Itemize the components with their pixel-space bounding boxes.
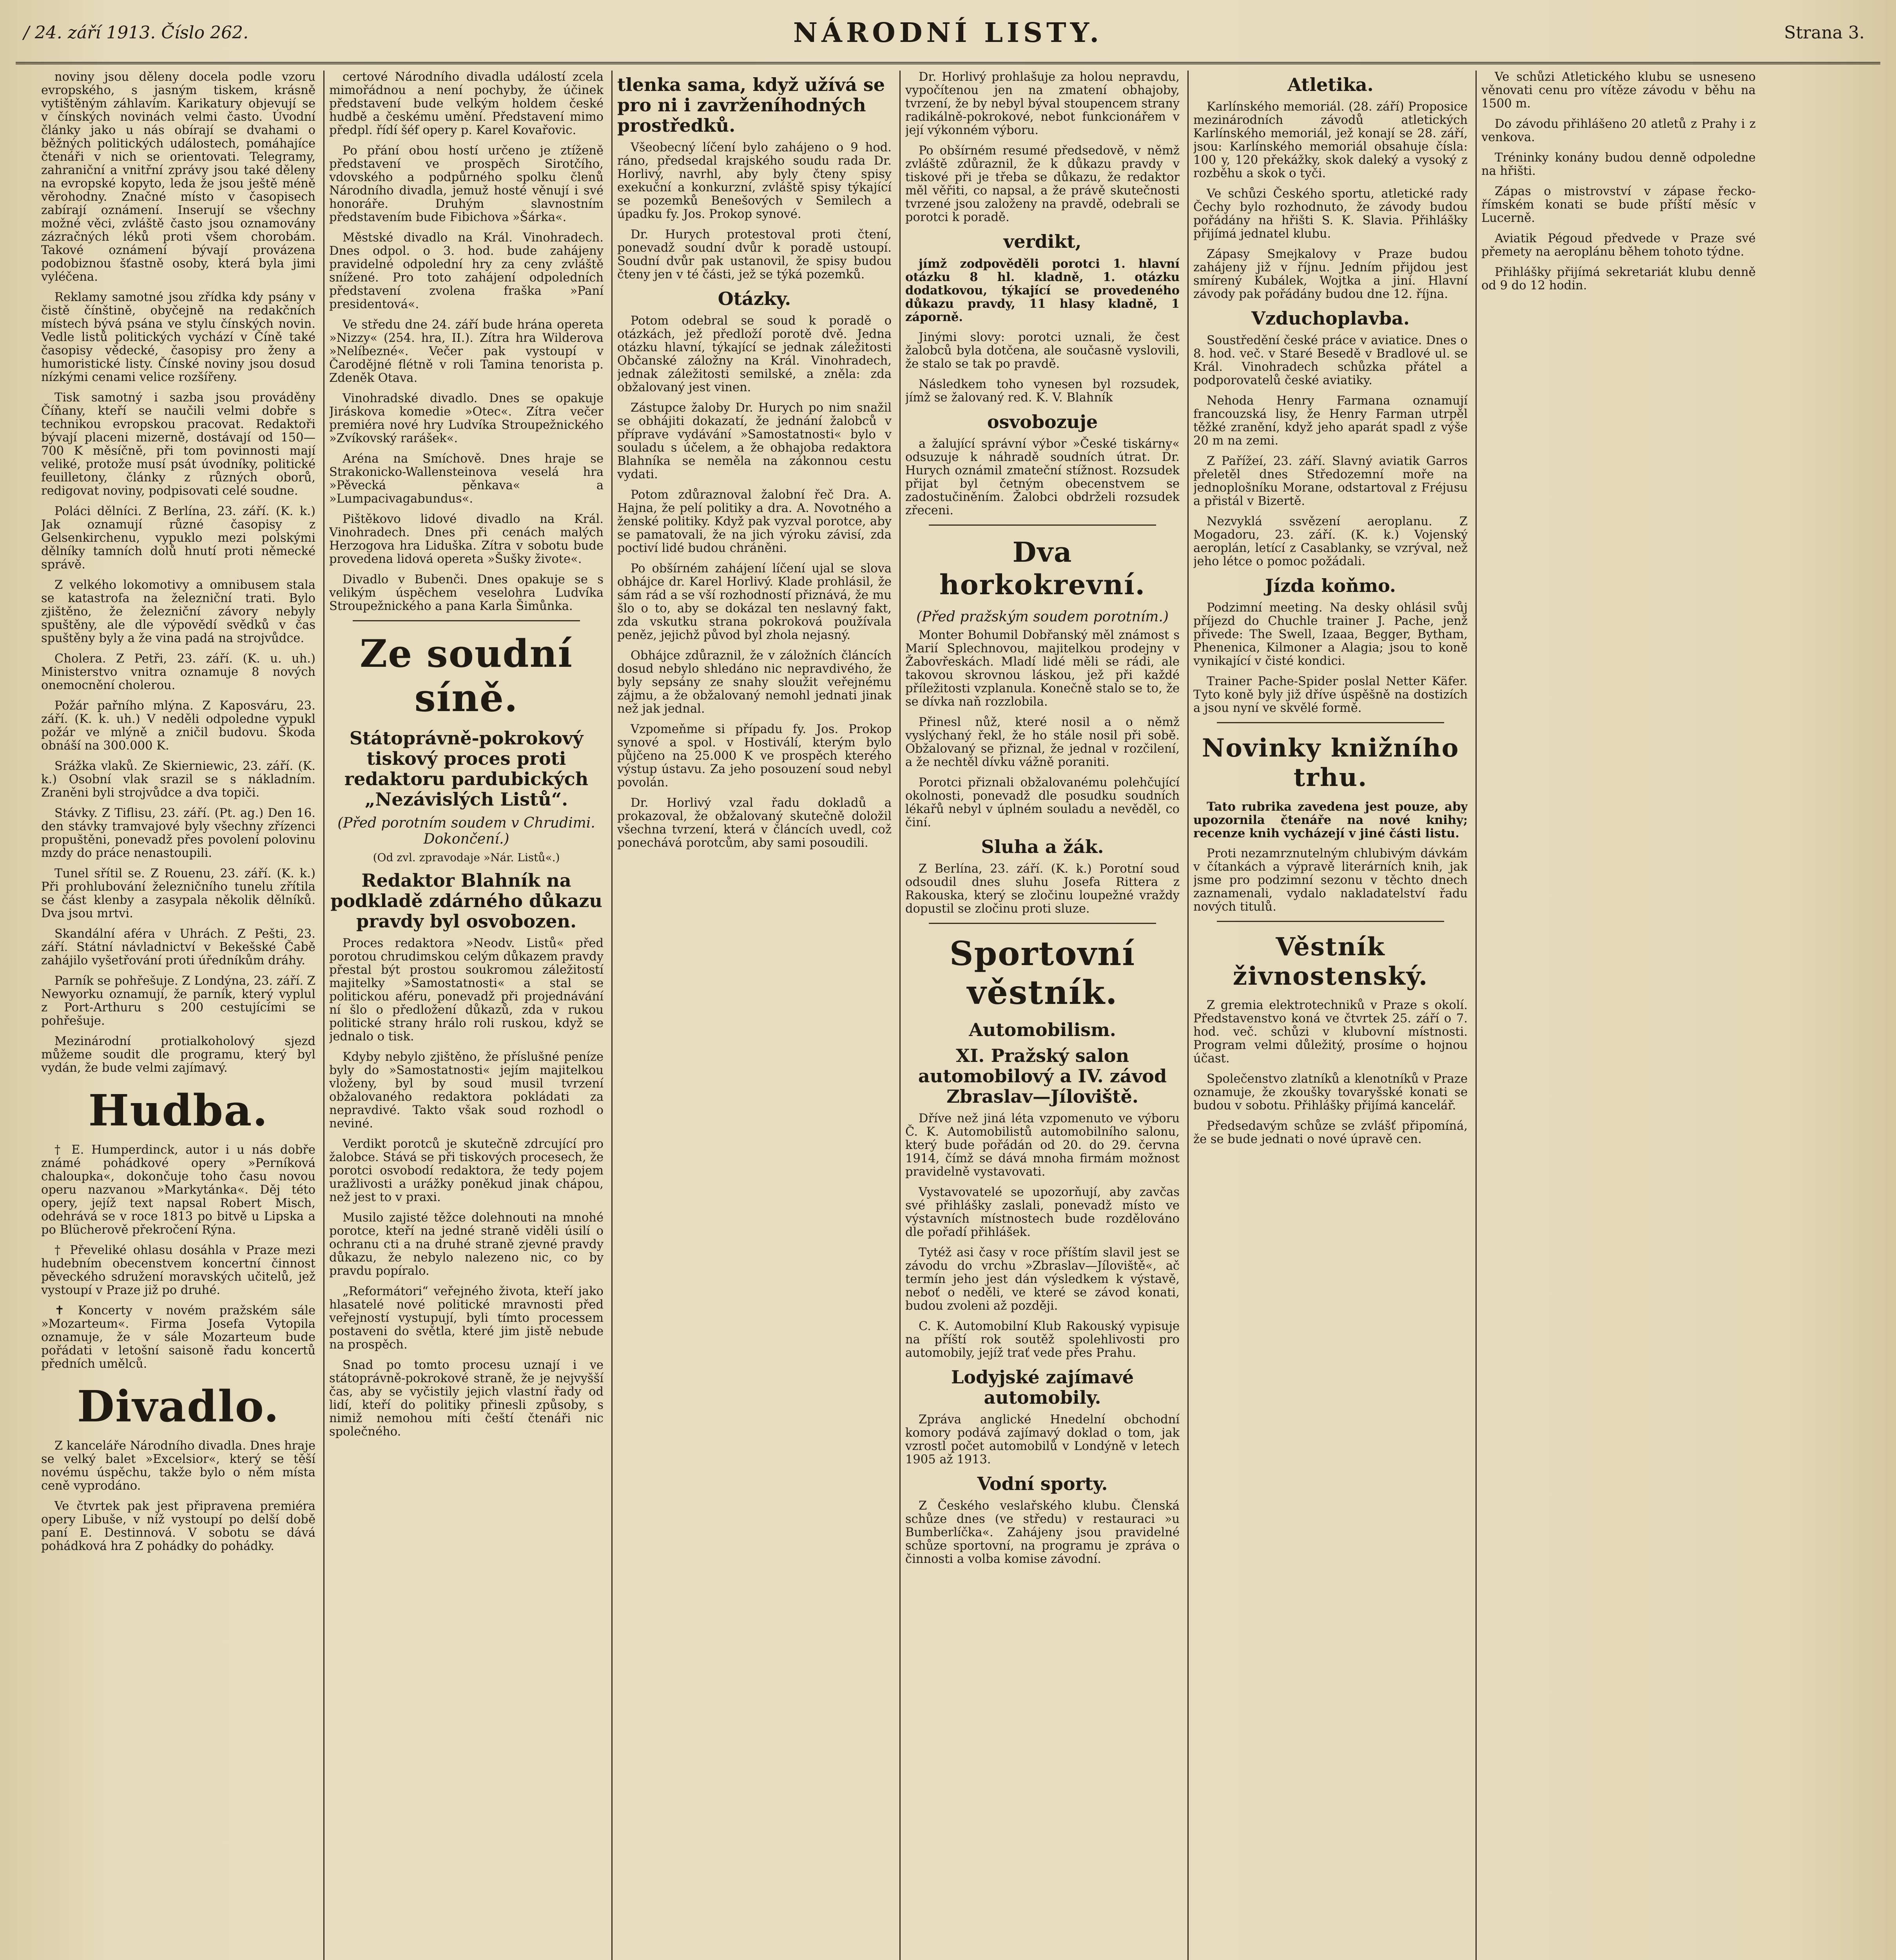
section-heading-vestnik-zivnostensky: Věstník živnostenský. <box>1233 932 1428 991</box>
article-headline-sluha-a-zak: Sluha a žák. <box>981 836 1104 857</box>
article-headline-lodyjske: Lodyjské zajímavé automobily. <box>951 1367 1134 1408</box>
article-text: Musilo zajisté těžce dolehnouti na mnohé porotce, kteří na jedné straně viděli úsilí o ochranu cti a na druhé straně zjevné pravdy důkazu, že nebylo nalezeno nic, co by pravdu popíralo. <box>329 1211 604 1278</box>
article-subheading-osvobozuje: osvobozuje <box>987 411 1098 432</box>
article-text: Dr. Hurych protestoval proti čtení, ponevadž soudní dvůr k poradě ustoupí. Soudní dvůr pak ustanovil, že spisy budou čteny jen v té části, jež se týká pozemků. <box>617 228 892 281</box>
article-text: Tréninky konány budou denně odpoledne na hřišti. <box>1481 151 1756 178</box>
article-text: Mezinárodní protialkoholový sjezd můžeme soudit dle programu, který byl vydán, že bude velmi zajímavý. <box>41 1034 315 1075</box>
column-rule <box>323 71 324 1960</box>
column-6 <box>1481 71 1756 1960</box>
article-text: Z kanceláře Národního divadla. Dnes hraje se velký balet »Excelsior«, který se těší novému úspěchu, takže bylo o něm místa ceně vyprodáno. <box>41 1439 315 1493</box>
article-text: Předsedavým schůze se zvlášť připomíná, že se bude jednati o nové úpravě cen. <box>1193 1119 1468 1146</box>
article-text: Cholera. Z Petři, 23. září. (K. u. uh.) Ministerstvo vnitra oznamuje 8 nových onemocnění cholerou. <box>41 652 315 692</box>
article-text: Potom odebral se soud k poradě o otázkách, jež předloží porotě dvě. Jedna otázku hlavní, týkající se jednak záležitosti Občanské záložny na Král. Vinohradech, jednak záležitosti semilské, a zněla: zda obžalovaný jest vinen. <box>617 314 892 394</box>
article-text: Stávky. Z Tiflisu, 23. září. (Pt. ag.) Den 16. den stávky tramvajové byly všechny zřízenci propuštěni, ponevadž přes povolení polovinu mzdy do práce nenastoupili. <box>41 806 315 860</box>
article-text: Zástupce žaloby Dr. Hurych po nim snažil se obhájiti dokazatí, že jednání žalobců v příprave vydávání »Samostatnosti« bylo v souladu s účelem, a že obhajoba redaktora Blahníka se neměla na zákonnou cestu vydati. <box>617 401 892 481</box>
article-text: Z Českého veslařského klubu. Členská schůze dnes (ve středu) v restauraci »u Bumberlíčka«. Zahájeny jsou pravidelné schůze sportovní, na programu je zpráva o činnosti a volba komise závodní. <box>905 1499 1180 1566</box>
section-heading-sportovni-vestnik: Sportovní věstník. <box>949 934 1136 1012</box>
section-heading-soudni-sin: Ze soudní síně. <box>360 632 573 720</box>
article-text: Tytéž asi časy v roce příštím slavil jest se závodu do vrchu »Zbraslav—Jíloviště«, ač termín jeho jest dán výsledkem k výstavě, neboť o neděli, ve které se závod konati, budou zvoleni až později. <box>905 1246 1180 1313</box>
article-text: Porotci přiznali obžalovanému polehčující okolnosti, ponevadž dle posudku soudních lékařů nebyl v úplném souladu a nevěděl, co činí. <box>905 776 1180 829</box>
column-2 <box>329 71 604 1960</box>
article-headline: Státoprávně-pokrokový tiskový proces proti redaktoru pardubických „Nezávislých Listů“. <box>344 728 589 810</box>
article-text: Snad po tomto procesu uznají i ve státoprávně-pokrokové straně, že je nejvyšší čas, aby se vyčistily jejich vlastní řady od lidí, kteří do politiky přinesli způsoby, s nimiž nemohou míti čeští čtenáři nic společného. <box>329 1358 604 1439</box>
article-text: Aréna na Smíchově. Dnes hraje se Strakonicko-Wallensteinova veselá hra »Pěvecká pěnkava« a »Lumpacivagabundus«. <box>329 452 604 506</box>
article-text: Monter Bohumil Dobřanský měl známost s Marií Splechnovou, majitelkou prodejny v Žabovřeskách. Mladí lidé měli se rádi, ale takovou skrovnou láskou, jež při každé příležitosti vzplanula. Konečně stalo se to, že se dívka naň rozzlobila. <box>905 628 1180 709</box>
article-text: Z Pařížeí, 23. září. Slavný aviatik Garros přeletěl dnes Středozemní moře na jednoplošníku Morane, odstartoval z Fréjusu a přistál v Bizertě. <box>1193 454 1468 508</box>
article-text: † E. Humperdinck, autor i u nás dobře známé pohádkové opery »Perníková chaloupka«, dokončuje toho času novou operu nazvanou »Markytánka«. Děj této opery, jejíž text napsal Robert Misch, odehrává se v roce 1813 po bitvě u Lipska a po Blücherově překročení Rýna. <box>41 1143 315 1237</box>
article-subheading-vzduchoplavba: Vzduchoplavba. <box>1251 308 1410 329</box>
article-text: Dr. Horlivý vzal řadu dokladů a prokazoval, že obžalovaný skutečně doložil všechna tvrzení, která v článcích uvedl, což ponechává porotcům, aby sami posoudili. <box>617 796 892 850</box>
article-text: Tato rubrika zavedena jest pouze, aby upozornila čtenáře na nové knihy; recenze knih vycházejí v jiné části listu. <box>1193 800 1468 840</box>
article-text: Parník se pohřešuje. Z Londýna, 23. září. Z Newyorku oznamují, že parník, který vyplul z Port-Arthuru s 200 cestujícími se pohřešuje. <box>41 974 315 1028</box>
article-text: Po obšírném resumé předsedově, v němž zvláště zdůraznil, že k důkazu pravdy v tiskové při je třeba se důkazu, že redaktor měl věřiti, co napsal, a že právě skutečnosti tvrzené jsou založeny na pravdě, odebrali se porotci k poradě. <box>905 144 1180 224</box>
article-text: Tunel sřítil se. Z Rouenu, 23. září. (K. k.) Při prohlubování železničního tunelu zřítila se část klenby a zasypala několik dělníků. Dva jsou mrtvi. <box>41 867 315 920</box>
section-heading-novinky: Novinky knižního trhu. <box>1202 733 1459 792</box>
column-rule <box>611 71 613 1960</box>
divider <box>353 620 580 621</box>
article-text: Zápas o mistrovství v zápase řecko-římském konati se bude příští měsíc v Lucerně. <box>1481 185 1756 225</box>
article-text: „Reformátori“ veřejného života, kteří jako hlasatelé nové politické mravnosti před veřejností vystupují, byli tímto processem postaveni do světla, které jim jistě nebude na prospěch. <box>329 1285 604 1352</box>
article-dateline: (Před pražským soudem porotním.) <box>916 609 1169 625</box>
section-heading-divadlo: Divadlo. <box>77 1381 280 1432</box>
article-text: Zápasy Smejkalovy v Praze budou zahájeny již v říjnu. Jedním přijdou jest smírený Kubálek, Wojtka a jiní. Hlavní závody pak pořádány budou dne 12. října. <box>1193 247 1468 301</box>
article-text: C. K. Automobilní Klub Rakouský vypisuje na příští rok soutěž spolehlivosti pro automobily, jejíž trať vede přes Prahu. <box>905 1319 1180 1360</box>
article-headline-dva-horkokrevni: Dva horkokrevní. <box>939 536 1146 601</box>
article-subheading-atletika: Atletika. <box>1287 74 1374 95</box>
article-text: Tisk samotný i sazba jsou prováděny Číňany, kteří se naučili velmi dobře s technikou evropskou pracovat. Redaktoři bývají placeni mizerně, dostávají od 150—700 K měsíčně, při tom povinnosti mají veliké, protože musí psát úvodníky, politické feuilletony, články z různých oborů, redigovat noviny, podpisovati celé soudne. <box>41 391 315 498</box>
article-text: Ve středu dne 24. září bude hrána opereta »Nizzy« (254. hra, II.). Zítra hra Wilderova »Nelíbezné«. Večer pak vystoupí v Čarodějné flétně v roli Tamina tenorista p. Zdeněk Otava. <box>329 318 604 385</box>
article-subheading-vodni-sporty: Vodní sporty. <box>977 1473 1108 1494</box>
column-5 <box>1193 71 1468 1960</box>
article-text: Pištěkovo lidové divadlo na Král. Vinohradech. Dnes při cenách malých Herzogova hra Liduška. Zítra v sobotu bude provedena lidová opereta »Šušky živote«. <box>329 512 604 566</box>
article-text: Vzpomeňme si případu fy. Jos. Prokop synové a spol. v Hostiválí, kterým bylo půjčeno na 25.000 K ve prospěch kterého výstup ústavu. Za jeho posouzení soud nebyl povolán. <box>617 722 892 789</box>
article-text: Potom zdůraznoval žalobní řeč Dra. A. Hajna, že pelí politiky a dra. A. Novotného a ženské politiky. Když pak vyzval porotce, aby se pamatovali, že na jich výroku závisí, zda poctiví lidé budou chráněni. <box>617 488 892 555</box>
article-text: jímž zodpověděli porotci 1. hlavní otázku 8 hl. kladně, 1. otázku dodatkovou, týkající se provedeného důkazu pravdy, 11 hlasy kladně, 1 záporně. <box>905 257 1180 324</box>
article-subheadline: Redaktor Blahník na podkladě zdárného důkazu pravdy byl osvobozen. <box>330 870 602 932</box>
article-text: Ve čtvrtek pak jest připravena premiéra opery Libuše, v níž vystoupí po delší době paní E. Destinnová. V sobotu se dává pohádková hra Z pohádky do pohádky. <box>41 1499 315 1553</box>
column-rule <box>1187 71 1189 1960</box>
article-text: Reklamy samotné jsou zřídka kdy psány v čistě čínštině, obyčejně na redakčních místech bývá psána ve stylu čínských novin. Vedle listů politických vychází v Číně také časopisy vědecké, časopisy pro ženy a humoristické listy. Čínské noviny jsou dosud nízkými cenami velice rozšířeny. <box>41 290 315 384</box>
article-subheading-verdikt: verdikt, <box>1003 231 1082 252</box>
article-byline: (Od zvl. zpravodaje »Nár. Listů«.) <box>373 851 560 864</box>
article-headline: tlenka sama, když užívá se pro ni i zavrženíhodných prostředků. <box>617 74 885 136</box>
article-text: Ve schůzi Atletického klubu se usneseno věnovati cenu pro vítěze závodu v běhu na 1500 m. <box>1481 71 1756 111</box>
article-text: Karlínského memoriál. (28. září) Proposice mezinárodních závodů atletických Karlínského memoriál, jež konají se 28. září, jsou: Karlínského memoriál obsahuje čísla: 100 y, 120 překážky, skok daleký a vysoký z rozběhu a skok o tyči. <box>1193 100 1468 180</box>
article-text: Zpráva anglické Hnedelní obchodní komory podává zajímavý doklad o tom, jak vzrostl počet automobilů v Londýně v letech 1905 až 1913. <box>905 1413 1180 1466</box>
article-text: Soustředění české práce v aviatice. Dnes o 8. hod. več. v Staré Besedě v Bradlové ul. se Král. Vinohradech schůzka přátel a podporovatelů české aviatiky. <box>1193 334 1468 387</box>
article-text: Z gremia elektrotechniků v Praze s okolí. Představenstvo koná ve čtvrtek 25. září o 7. hod. več. schůzi v klubovní místnosti. Program velmi důležitý, prosíme o hojnou účast. <box>1193 998 1468 1065</box>
article-text: Srážka vlaků. Ze Skierniewic, 23. září. (K. k.) Osobní vlak srazil se s nákladním. Zraněni byli strojvůdce a dva topiči. <box>41 759 315 800</box>
article-text: Do závodu přihlášeno 20 atletů z Prahy i z venkova. <box>1481 117 1756 144</box>
article-text: Přinesl nůž, které nosil a o němž vyslýchaný řekl, že ho stále nosil při sobě. Obžalovaný se přiznal, že jednal v rozčilení, a že nechtěl dívku vážně poraniti. <box>905 715 1180 769</box>
article-text: Vystavovatelé se upozorňují, aby zavčas své přihlášky zaslali, ponevadž místo ve výstavních místnostech bude rozdělováno dle pořadí přihlášek. <box>905 1185 1180 1239</box>
article-text: † Převeliké ohlasu dosáhla v Praze mezi hudebním obecenstvem koncertní činnost pěveckého sdružení moravských učitelů, jež vystoupí v Praze již po druhé. <box>41 1243 315 1297</box>
article-text: Obhájce zdůraznil, že v záložních článcích dosud nebylo shledáno nic nepravdivého, že byly sepsány ze snahy sloužit veřejnému zájmu, a že obžalovaný nemohl jednati jinak než jak jednal. <box>617 649 892 716</box>
column-rule <box>1475 71 1477 1960</box>
masthead <box>16 16 1880 64</box>
section-heading-hudba: Hudba. <box>88 1085 268 1136</box>
page-number: Strana 3. <box>1784 23 1865 43</box>
article-text: Skandální aféra v Uhrách. Z Pešti, 23. září. Státní návladnictví v Bekešské Čabě zahájilo vyšetřování proti úředníkům dráhy. <box>41 927 315 967</box>
article-text: noviny jsou děleny docela podle vzoru evropského, s jasným tiskem, krásně vytištěným záhlavím. Karikatury objevují se v čínských novinách velmi často. Úvodní články jako u nás obírají se dvahami o běžných politických událostech, pomáhajíce čtenáři v nich se orientovati. Telegramy, zahraniční a vnitřní zprávy jsou také děleny na evropské kopyto, leda že jsou ještě méně věrohodny. Značné místo v časopisech zabírají oznámení. Inserují se všechny možné věci, zvláště často jsou oznamovány zázračných léků proti všem chorobám. Takové oznámení bývají provázena podobiznou šťastně osoby, která byla jimi vyléčena. <box>41 71 315 284</box>
article-text: Z Berlína, 23. září. (K. k.) Porotní soud odsoudil dnes sluhu Josefa Rittera z Rakouska, který se zločinu loupežné vraždy dopustil se zločinu proti sluze. <box>905 862 1180 916</box>
article-text: Verdikt porotců je skutečně zdrcující pro žalobce. Stává se při tiskových procesech, že porotci osvobodí redaktora, že tedy pojem uražlivosti a urážky poněkud jinak chápou, než jest to v praxi. <box>329 1137 604 1204</box>
article-text: Dříve než jiná léta vzpomenuto ve výboru Č. K. Automobilistů automobilního salonu, který bude pořádán od 20. do 29. června 1914, čímž se dává mnoha firmám možnost pravidelně vystavovati. <box>905 1112 1180 1179</box>
column-rule <box>899 71 901 1960</box>
divider <box>1217 921 1444 922</box>
article-text: Proti nezamrznutelným chlubivým dávkám v čítankách a výpravě literárních knih, jak jsme pro podzimní sezonu v těchto dnech zaznamenali, vydalo nakladatelství řadu nových titulů. <box>1193 847 1468 914</box>
divider <box>929 923 1156 924</box>
article-text: Poláci dělníci. Z Berlína, 23. září. (K. k.) Jak oznamují různé časopisy z Gelsenkirchenu, vypuklo mezi polskými dělníky tamních dolů hnutí proti německé správě. <box>41 505 315 572</box>
article-subheading-otazky: Otázky. <box>718 288 791 309</box>
article-text: Přihlášky přijímá sekretariát klubu denně od 9 do 12 hodin. <box>1481 265 1756 292</box>
article-text: Aviatik Pégoud předvede v Praze své přemety na aeroplánu během tohoto týdne. <box>1481 232 1756 259</box>
article-text: Nehoda Henry Farmana oznamují francouzská lisy, že Henry Farman utrpěl těžké zranění, když jeho aparát spadl z výše 20 m na zemi. <box>1193 394 1468 448</box>
article-text: Trainer Pache-Spider poslal Netter Käfer. Tyto koně byly již dříve úspěšně na dostizích a jsou nyní ve skvělé formě. <box>1193 675 1468 715</box>
article-text: Městské divadlo na Král. Vinohradech. Dnes odpol. o 3. hod. bude zahájeny pravidelné odpolední hry za ceny zvláště snížené. Pro toto zahájení odpoledních představení zvolena fraška »Paní presidentová«. <box>329 231 604 311</box>
article-text: Podzimní meeting. Na desky ohlásil svůj příjezd do Chuchle trainer J. Pache, jenž přivede: The Swell, Izaaa, Begger, Bytham, Phenenica, Kilmoner a Alagia; jsou to koně vynikající v čisté kondici. <box>1193 601 1468 668</box>
article-text: Divadlo v Bubenči. Dnes opakuje se s velikým úspěchem veselohra Ludvíka Stroupežnického a pana Karla Šimůnka. <box>329 573 604 613</box>
article-text: Společenstvo zlatníků a klenotníků v Praze oznamuje, že zkoušky tovaryšské konati se budou v sobotu. Přihlášky přijímá kancelář. <box>1193 1072 1468 1112</box>
article-text: a žalující správní výbor »České tiskárny« odsuzuje k náhradě soudních útrat. Dr. Hurych oznámil zmateční stížnost. Rozsudek přijat byl četným obecenstvem se zadostučiněním. Žalobci obdrželi rozsudek zřeceni. <box>905 437 1180 517</box>
divider <box>929 524 1156 526</box>
article-headline-salon: XI. Pražský salon automobilový a IV. závod Zbraslav—Jíloviště. <box>918 1045 1167 1107</box>
newspaper-title: NÁRODNÍ LISTY. <box>793 17 1103 49</box>
article-text: Proces redaktora »Neodv. Listů« před porotou chrudimskou celým důkazem pravdy přestal být prostou soukromou záležitostí majitelky »Samostatnosti« a stal se politickou aféru, ponevadž při projednávání ní šlo o předložení důkazů, zda v rukou politické strany hrálo roli ruskou, když se jednalo o tisk. <box>329 936 604 1044</box>
column-1 <box>41 71 315 1960</box>
article-text: Kdyby nebylo zjištěno, že příslušné peníze byly do »Samostatnosti« jejím majitelkou vloženy, byl by soud musil tvrzení obžalovaného redaktora pokládati za nepravdivé. Takto však soud rozhodl o neviné. <box>329 1050 604 1131</box>
article-text: Všeobecný líčení bylo zahájeno o 9 hod. ráno, předsedal krajského soudu rada Dr. Horlivý, navrhl, aby byly čteny spisy exekuční a konkurzní, zvláště spisy týkající se pozemků Benešových v Semilech a úpadku fy. Jos. Prokop synové. <box>617 141 892 221</box>
article-text: certové Národního divadla událostí zcela mimořádnou a není pochyby, že účinek představení bude velkým holdem české hudbě a českému umění. Představení mimo předpl. řídí šéf opery p. Karel Kovařovic. <box>329 71 604 137</box>
article-text: Po obšírném zahájení líčení ujal se slova obhájce dr. Karel Horlivý. Klade prohlásil, že sám rád a se vší rozhodností přiznává, že mu šlo o to, aby se dokázal ten neslavný fakt, zda vskutku strana pokroková používala peněz, jejichž původ byl zhola nejasný. <box>617 562 892 642</box>
article-subheading-automobilism: Automobilism. <box>969 1019 1116 1040</box>
article-text: Jinými slovy: porotci uznali, že čest žalobců byla dotčena, ale současně vyslovili, že stalo se tak po pravdě. <box>905 330 1180 371</box>
article-text: Ve schůzi Českého sportu, atletické rady Čechy bylo rozhodnuto, že závody budou pořádány na hřišti S. K. Slavia. Přihlášky přijímá jednatel klubu. <box>1193 187 1468 241</box>
article-dateline: (Před porotním soudem v Chrudimi. Dokončení.) <box>337 815 595 847</box>
article-text: Nezvyklá ssvězení aeroplanu. Z Mogadoru, 23. září. (K. k.) Vojenský aeroplán, letící z Casablanky, se vzrýval, než jeho létce o pomoc požádali. <box>1193 515 1468 568</box>
article-text: Vinohradské divadlo. Dnes se opakuje Jiráskova komedie »Otec«. Zítra večer premiéra nové hry Ludvíka Stroupežnického »Zvíkovský rarášek«. <box>329 392 604 445</box>
article-text: Následkem toho vynesen byl rozsudek, jímž se žalovaný red. K. V. Blahník <box>905 377 1180 405</box>
column-3 <box>617 71 892 1960</box>
article-subheading-jizda-konmo: Jízda koňmo. <box>1265 575 1396 596</box>
article-text: Z velkého lokomotivy a omnibusem stala se katastrofa na železniční trati. Bylo zjištěno, že železniční závory nebyly spuštěny, ale dle výpovědí svědků v čas spuštěny byly a že vina padá na strojvůdce. <box>41 578 315 645</box>
divider <box>1217 722 1444 723</box>
column-4 <box>905 71 1180 1960</box>
article-text: Dr. Horlivý prohlašuje za holou nepravdu, vypočítenou jen na zmatení obhajoby, tvrzení, že by nebyl býval stoupencem strany radikálně-pokrokové, nebot funkcionářem v její výkonném výboru. <box>905 71 1180 137</box>
article-text: Požár pařního mlýna. Z Kaposváru, 23. září. (K. k. uh.) V neděli odpoledne vypukl požár ve mlýně a zničil budovu. Škoda obnáší na 300.000 K. <box>41 699 315 753</box>
article-text: Po přání obou hostí určeno je ztíženě představení ve prospěch Sirotčího, vdovského a podpůrného spolku členů Národního divadla, jemuž hosté věnují i své honoráře. Druhým slavnostním představením bude Fibichova »Šárka«. <box>329 144 604 224</box>
date-issue: / 24. září 1913. Číslo 262. <box>24 23 249 43</box>
article-text: ✝ Koncerty v novém pražském sále »Mozarteum«. Firma Josefa Vytopila oznamuje, že v sále Mozarteum bude pořádati v letošní saisoně řadu koncertů předních umělců. <box>41 1304 315 1371</box>
